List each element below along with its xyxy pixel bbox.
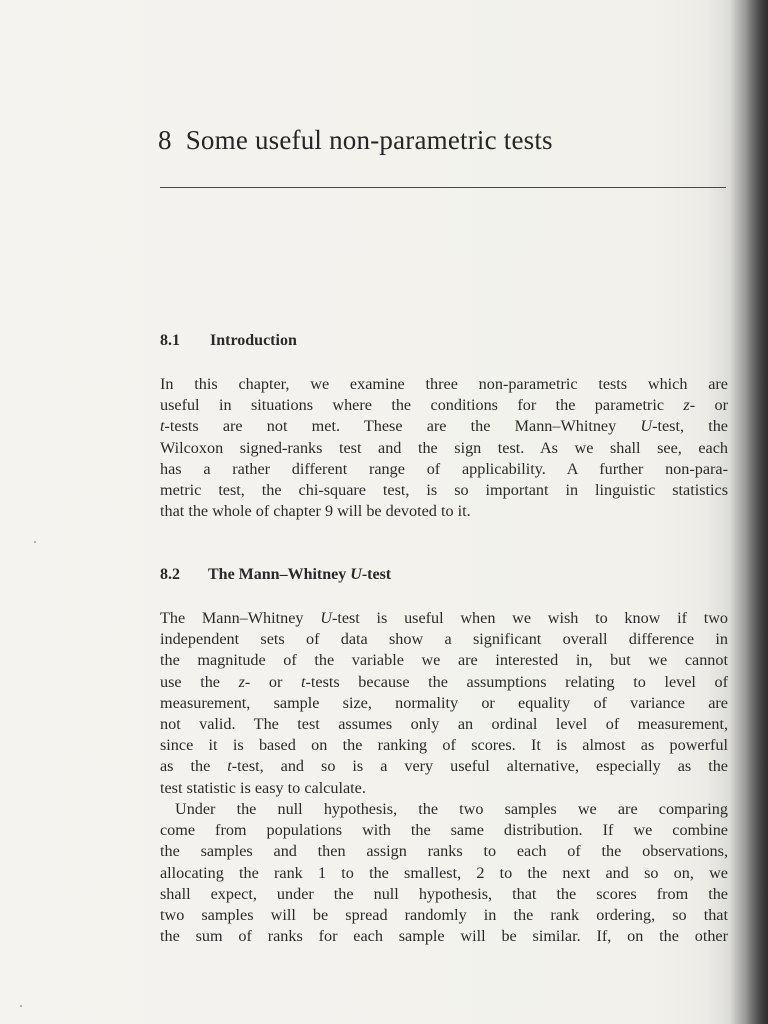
text-line: that the whole of chapter 9 will be devoted to it. — [160, 502, 471, 521]
text-line: allocating the rank 1 to the smallest, 2 to the next and so on, we — [160, 863, 728, 882]
text-line: Wilcoxon signed-ranks test and the sign test. As we shall see, each — [160, 438, 728, 457]
text-line: useful in situations where the conditions for the parametric z- or — [160, 396, 729, 415]
text-line: test statistic is easy to calculate. — [160, 778, 366, 797]
section-title-suffix: -test — [361, 566, 392, 583]
text-line: Under the null hypothesis, the two samples we are comparing — [175, 800, 728, 818]
text-line: the magnitude of the variable we are interested in, but we cannot — [160, 651, 728, 670]
section-heading-8-2 — [160, 566, 391, 584]
chapter-number: 8 — [158, 125, 172, 155]
text-line: two samples will be spread randomly in the rank ordering, so that — [160, 906, 728, 925]
paragraph-mann-whitney-1 — [160, 608, 728, 799]
section-title: Introduction — [210, 332, 297, 349]
chapter-title-rule — [160, 187, 726, 188]
paragraph-introduction — [160, 374, 728, 522]
text-line: independent sets of data show a significant overall difference in — [160, 630, 728, 649]
chapter-title-text: Some useful non-parametric tests — [185, 125, 553, 155]
section-heading-8-1 — [160, 332, 297, 350]
text-line: The Mann–Whitney U-test is useful when we wish to know if two — [160, 609, 728, 627]
text-line: the sum of ranks for each sample will be similar. If, on the other — [160, 927, 728, 946]
scan-speck — [20, 1005, 22, 1007]
scan-speck — [34, 541, 36, 543]
text-line: come from populations with the same distribution. If we combine — [160, 821, 728, 840]
text-line: the samples and then assign ranks to each of the observations, — [160, 842, 728, 861]
text-line: use the z- or t-tests because the assumptions relating to level of — [160, 672, 729, 691]
text-line: since it is based on the ranking of scores. It is almost as powerful — [160, 736, 728, 755]
text-line: has a rather different range of applicability. A further non-para- — [160, 459, 728, 478]
book-spine-shadow — [746, 0, 768, 1024]
text-line: not valid. The test assumes only an ordinal level of measurement, — [160, 715, 728, 734]
section-title-italic: U — [350, 566, 362, 583]
section-title-prefix: The Mann–Whitney — [208, 566, 351, 583]
section-number: 8.1 — [160, 332, 180, 349]
text-line: as the t-test, and so is a very useful alternative, especially as the — [160, 757, 728, 776]
chapter-title — [158, 125, 553, 156]
text-line: shall expect, under the null hypothesis, that the scores from the — [160, 884, 728, 903]
text-line: metric test, the chi-square test, is so important in linguistic statistics — [160, 481, 728, 500]
section-number: 8.2 — [160, 566, 180, 583]
paragraph-mann-whitney-2 — [160, 799, 728, 947]
text-line: In this chapter, we examine three non-parametric tests which are — [160, 375, 728, 393]
text-line: t-tests are not met. These are the Mann–Whitney U-test, the — [160, 417, 728, 436]
text-line: measurement, sample size, normality or equality of variance are — [160, 693, 728, 712]
